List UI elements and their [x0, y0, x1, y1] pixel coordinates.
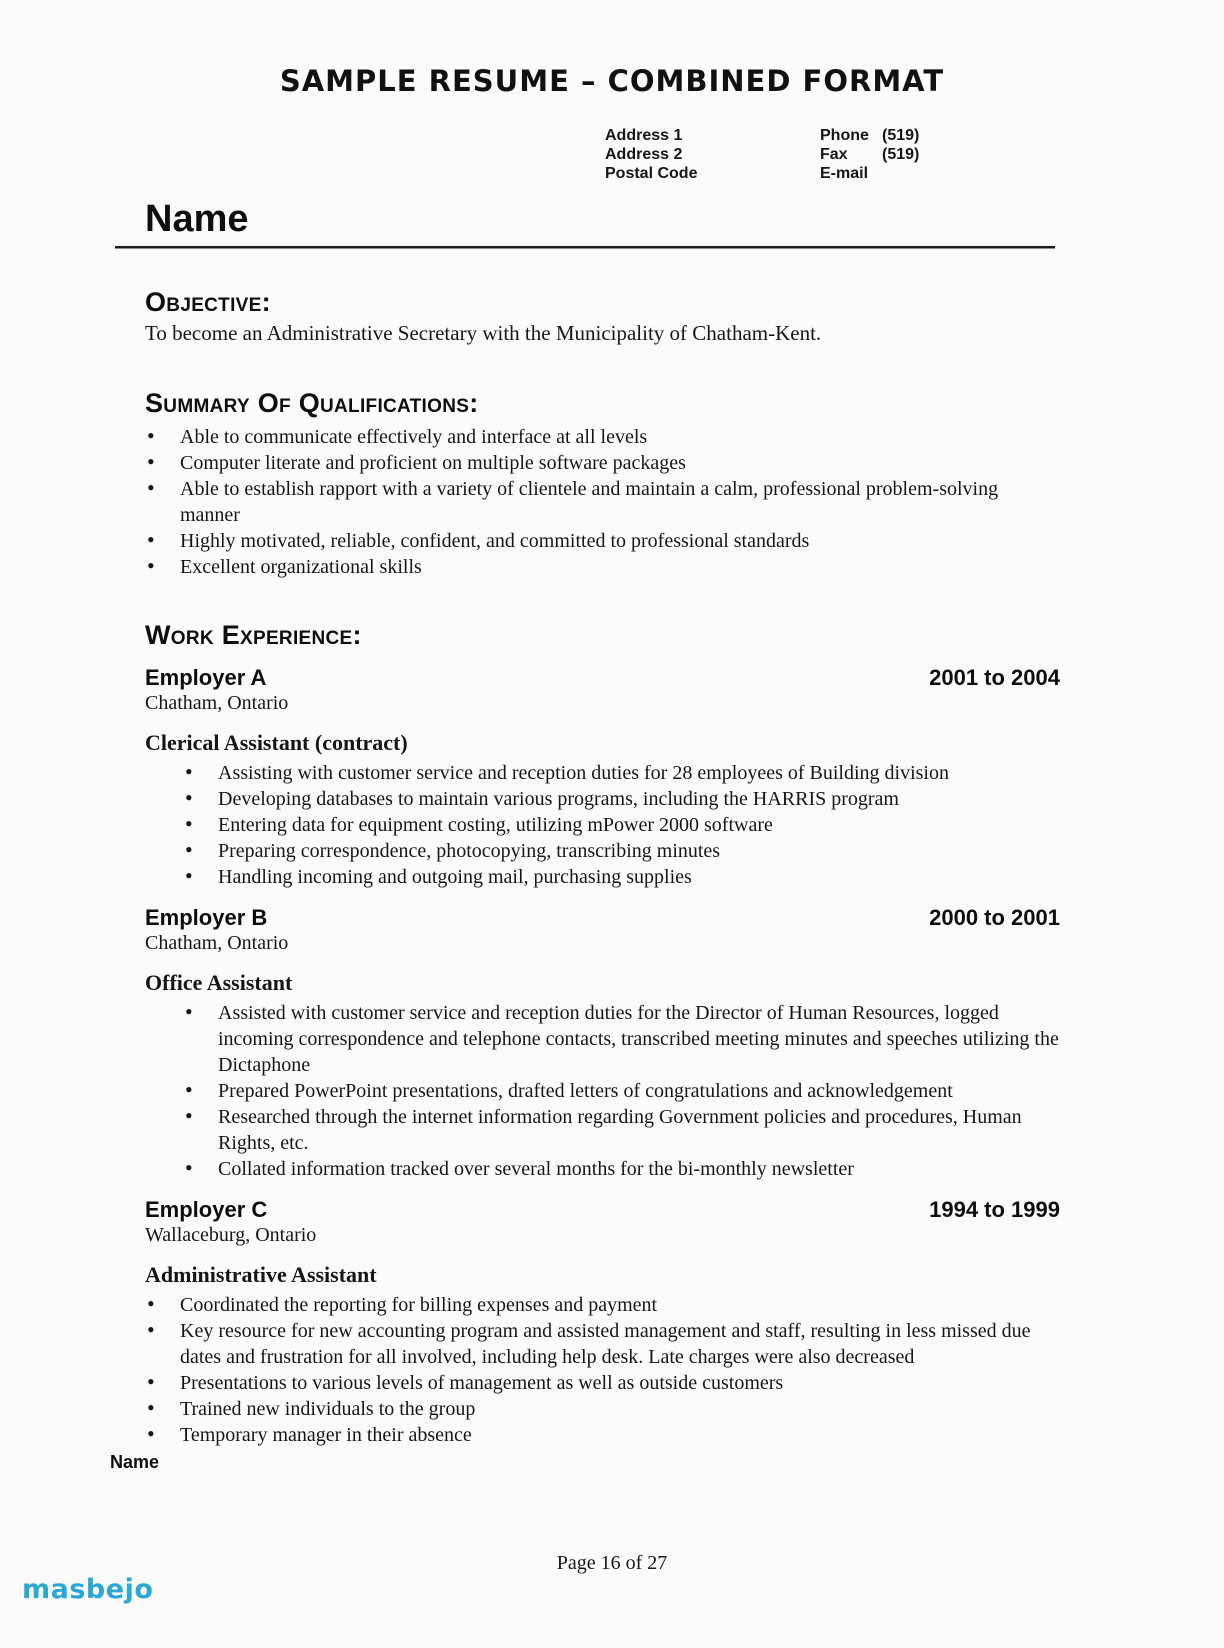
employer-c-dates: 1994 to 1999 [929, 1197, 1060, 1222]
employer-a-duties-list [145, 760, 1060, 890]
employer-b-duties-list [145, 1000, 1060, 1182]
resume-page [0, 64, 1224, 1648]
duty-item: • Temporary manager in their absence [145, 1422, 1060, 1448]
duty-item: • Collated information tracked over several months for the bi-monthly newsletter [183, 1156, 1060, 1182]
address-column [605, 126, 820, 183]
employer-block-c [145, 1197, 1060, 1448]
qualification-item: • Excellent organizational skills [145, 554, 1060, 580]
contact-block [605, 126, 1224, 183]
phone-column [820, 126, 919, 183]
employer-c-duties-list [145, 1292, 1060, 1448]
duty-item: • Developing databases to maintain various programs, including the HARRIS program [183, 786, 1060, 812]
postal-code-line: Postal Code [605, 165, 698, 182]
employer-c-header-row [145, 1197, 1060, 1223]
fax-value: (519) [882, 146, 920, 163]
duty-item: • Handling incoming and outgoing mail, purchasing supplies [183, 864, 1060, 890]
address-line-1: Address 1 [605, 127, 683, 144]
address-line-2: Address 2 [605, 146, 683, 163]
duty-item: • Entering data for equipment costing, utilizing mPower 2000 software [183, 812, 1060, 838]
qualification-item: • Computer literate and proficient on multiple software packages [145, 450, 1060, 476]
fax-line [820, 145, 919, 164]
document-title: SAMPLE RESUME – COMBINED FORMAT [279, 64, 945, 98]
employer-c-name: Employer C [145, 1197, 268, 1222]
employer-a-dates: 2001 to 2004 [929, 665, 1060, 690]
employer-c-job-title: Administrative Assistant [145, 1262, 377, 1287]
duty-item: • Key resource for new accounting program and assisted management and staff, resulting in less missed due dates and frustration for all involved, including help desk. Late charges were also decreased [145, 1318, 1060, 1370]
employer-b-name: Employer B [145, 905, 268, 930]
footer-name-label: Name [110, 1452, 160, 1472]
content-area [110, 198, 1060, 1473]
email-line [820, 164, 919, 183]
employer-a-job-title: Clerical Assistant (contract) [145, 730, 408, 755]
employer-block-a [145, 665, 1060, 890]
phone-line [820, 126, 919, 145]
experience-section-heading: Work Experience: [145, 620, 362, 650]
duty-item: • Prepared PowerPoint presentations, drafted letters of congratulations and acknowledgement [183, 1078, 1060, 1104]
qualification-item: • Highly motivated, reliable, confident, and committed to professional standards [145, 528, 1060, 554]
watermark-logo: masbejo [22, 1574, 154, 1605]
qualifications-section-heading: Summary Of Qualifications: [145, 388, 479, 418]
email-label: E-mail [820, 165, 869, 182]
employer-b-location: Chatham, Ontario [145, 932, 289, 954]
employer-b-header-row [145, 905, 1060, 931]
name-underline-rule [115, 246, 1055, 249]
employer-b-job-title: Office Assistant [145, 970, 293, 995]
employer-a-name: Employer A [145, 665, 267, 690]
duty-item: • Coordinated the reporting for billing expenses and payment [145, 1292, 1060, 1318]
page-number: Page 16 of 27 [556, 1552, 668, 1574]
employer-block-b [145, 905, 1060, 1182]
resume-name-heading: Name [145, 198, 249, 240]
objective-text: To become an Administrative Secretary with the Municipality of Chatham-Kent. [145, 321, 822, 345]
fax-label: Fax [820, 146, 848, 163]
duty-item: • Presentations to various levels of management as well as outside customers [145, 1370, 1060, 1396]
employer-c-location: Wallaceburg, Ontario [145, 1224, 317, 1246]
employer-a-location: Chatham, Ontario [145, 692, 289, 714]
duty-item: • Assisted with customer service and reception duties for the Director of Human Resources, logged incoming correspondence and telephone contacts, transcribed meeting minutes and speeches utilizing the Dictaphone [183, 1000, 1060, 1078]
qualification-item: • Able to communicate effectively and interface at all levels [145, 424, 1060, 450]
qualifications-list [145, 424, 1060, 580]
duty-item: • Assisting with customer service and reception duties for 28 employees of Building division [183, 760, 1060, 786]
duty-item: • Researched through the internet information regarding Government policies and procedures, Human Rights, etc. [183, 1104, 1060, 1156]
duty-item: • Trained new individuals to the group [145, 1396, 1060, 1422]
employer-a-header-row [145, 665, 1060, 691]
phone-label: Phone [820, 127, 869, 144]
employer-b-dates: 2000 to 2001 [929, 905, 1060, 930]
duty-item: • Preparing correspondence, photocopying, transcribing minutes [183, 838, 1060, 864]
qualification-item: • Able to establish rapport with a variety of clientele and maintain a calm, professional problem-solving manner [145, 476, 1060, 528]
phone-value: (519) [882, 127, 920, 144]
objective-section-heading: Objective: [145, 287, 271, 317]
